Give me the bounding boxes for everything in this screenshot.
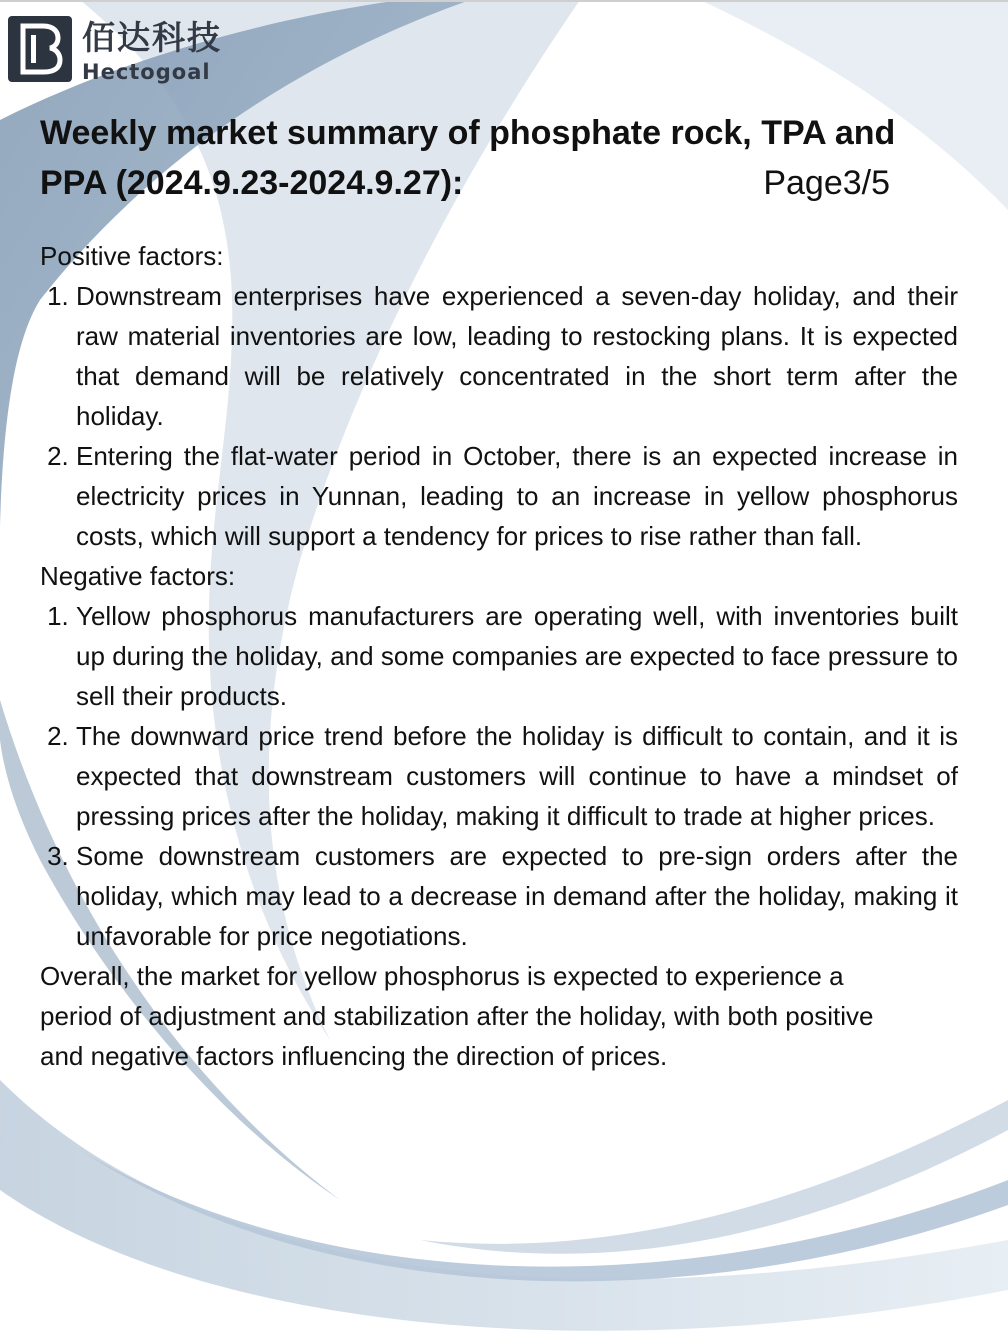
positive-factor-item: 2. Entering the flat-water period in October, there is an expected increase in electricity prices in Yunnan, leading to an increase in yellow phosphorus costs, which will support a tendency for prices to rise rather than fall. — [76, 436, 958, 556]
negative-factor-item: 1. Yellow phosphorus manufacturers are operating well, with inventories built up during the holiday, and some companies are expected to face pressure to sell their products. — [76, 596, 958, 716]
top-border — [0, 0, 1008, 2]
logo-mark — [8, 16, 72, 82]
negative-factors-label: Negative factors: — [40, 561, 236, 591]
logo-b-icon — [17, 23, 63, 75]
negative-factor-item: 3. Some downstream customers are expected to pre-sign orders after the holiday, which may lead to a decrease in demand after the holiday, making it unfavorable for price negotiations. — [76, 836, 958, 956]
document-body — [40, 108, 958, 1076]
conclusion-paragraph: Overall, the market for yellow phosphorus is expected to experience a period of adjustment and stabilization after the holiday, with both positive and negative factors influencing the direction of prices. — [40, 961, 874, 1071]
logo-name-en: Hectogoal — [82, 60, 211, 84]
positive-factors-list — [40, 276, 958, 556]
logo-name-cn: 佰达科技 — [82, 18, 222, 57]
page-number: Page3/5 — [763, 164, 890, 202]
negative-factors-list — [40, 596, 958, 956]
positive-factors-label: Positive factors: — [40, 241, 224, 271]
title-text: Weekly market summary of phosphate rock, TPA and PPA (2024.9.23-2024.9.27): — [40, 114, 896, 202]
company-logo — [8, 16, 222, 84]
page-title — [40, 108, 958, 208]
negative-factor-item: 2. The downward price trend before the holiday is difficult to contain, and it is expected that downstream customers will continue to have a mindset of pressing prices after the holiday, making it difficult to trade at higher prices. — [76, 716, 958, 836]
positive-factor-item: 1. Downstream enterprises have experienced a seven-day holiday, and their raw material inventories are low, leading to restocking plans. It is expected that demand will be relatively concentrated in the short term after the holiday. — [76, 276, 958, 436]
